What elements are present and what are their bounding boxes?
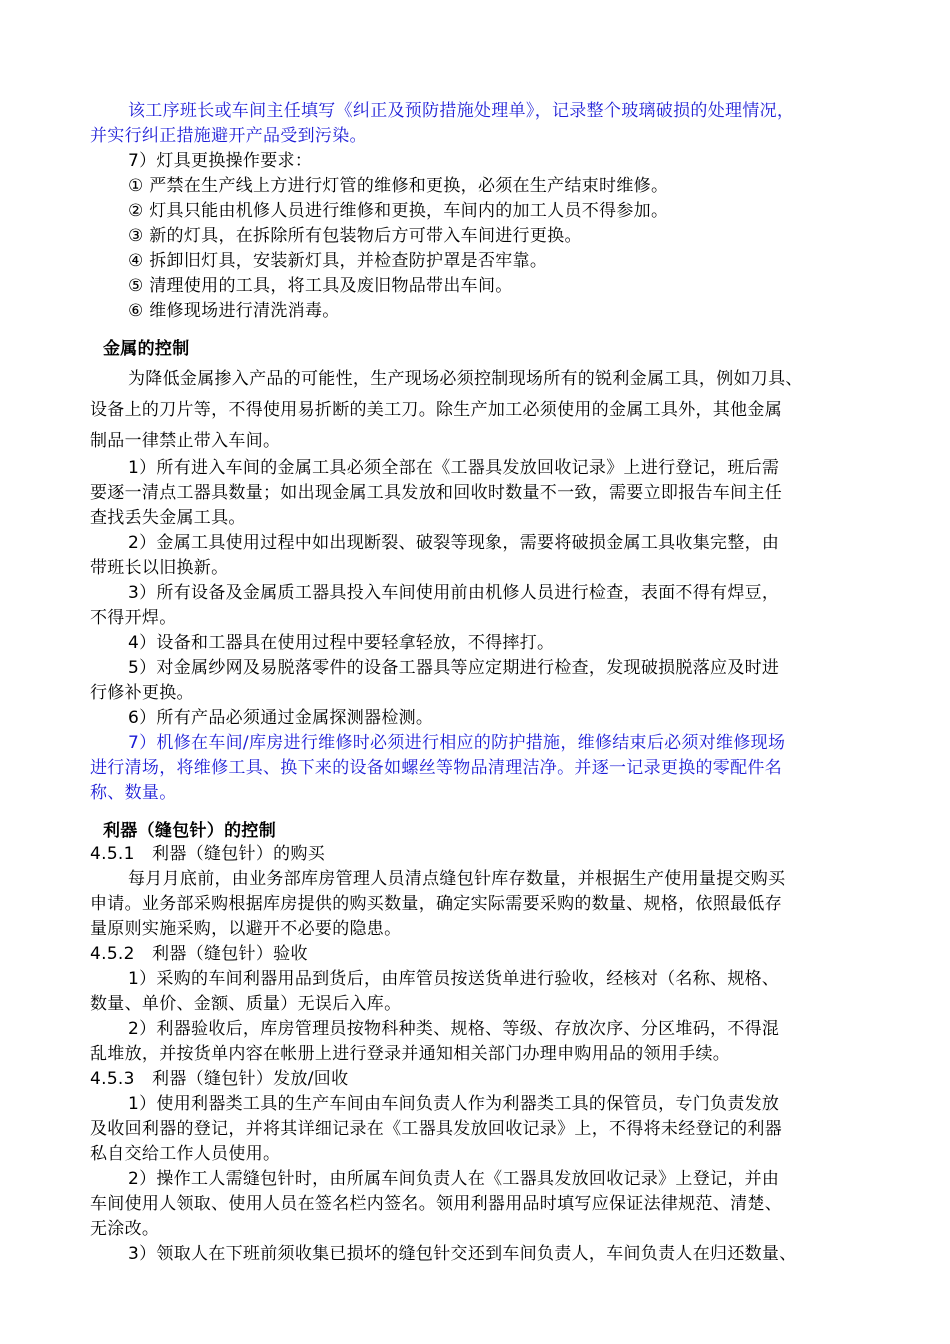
- lamp-rule-2: ② 灯具只能由机修人员进行维修和更换，车间内的加工人员不得参加。: [128, 201, 669, 221]
- acceptance-item-2-line-1: 2）利器验收后，库房管理员按物科种类、规格、等级、存放次序、分区堆码，不得混: [128, 1019, 780, 1039]
- issue-item-1-line-2: 及收回利器的登记，并将其详细记录在《工器具发放回收记录》上，不得将未经登记的利器: [90, 1119, 782, 1139]
- lamp-replacement-heading: 7）灯具更换操作要求：: [128, 151, 313, 171]
- metal-item-5-line-2: 行修补更换。: [90, 683, 194, 703]
- purchase-text-line-1: 每月月底前，由业务部库房管理人员清点缝包针库存数量，并根据生产使用量提交购买: [128, 869, 786, 889]
- section-4-5-1-title: 4.5.1 利器（缝包针）的购买: [90, 844, 326, 864]
- section-4-5-3-title: 4.5.3 利器（缝包针）发放/回收: [90, 1069, 349, 1089]
- metal-item-7-line-3: 称、数量。: [90, 783, 177, 803]
- acceptance-item-2-line-2: 乱堆放，并按货单内容在帐册上进行登录并通知相关部门办理申购用品的领用手续。: [90, 1044, 731, 1064]
- metal-intro-line-3: 制品一律禁止带入车间。: [90, 431, 281, 451]
- metal-item-3-line-1: 3）所有设备及金属质工器具投入车间使用前由机修人员进行检查，表面不得有焊豆，: [128, 583, 780, 603]
- purchase-text-line-3: 量原则实施采购，以避开不必要的隐患。: [90, 919, 402, 939]
- metal-item-6: 6）所有产品必须通过金属探测器检测。: [128, 708, 434, 728]
- metal-item-1-line-2: 要逐一清点工器具数量；如出现金属工具发放和回收时数量不一致，需要立即报告车间主任: [90, 483, 782, 503]
- metal-item-2-line-1: 2）金属工具使用过程中如出现断裂、破裂等现象，需要将破损金属工具收集完整，由: [128, 533, 780, 553]
- issue-item-3-line-1: 3）领取人在下班前须收集已损坏的缝包针交还到车间负责人，车间负责人在归还数量、: [128, 1244, 797, 1264]
- metal-item-2-line-2: 带班长以旧换新。: [90, 558, 229, 578]
- metal-item-5-line-1: 5）对金属纱网及易脱落零件的设备工器具等应定期进行检查，发现破损脱落应及时进: [128, 658, 780, 678]
- metal-control-heading: 金属的控制: [103, 339, 190, 359]
- metal-item-1-line-3: 查找丢失金属工具。: [90, 508, 246, 528]
- issue-item-1-line-1: 1）使用利器类工具的生产车间由车间负责人作为利器类工具的保管员，专门负责发放: [128, 1094, 780, 1114]
- lamp-rule-5: ⑤ 清理使用的工具，将工具及废旧物品带出车间。: [128, 276, 513, 296]
- metal-item-7-line-2: 进行清场，将维修工具、换下来的设备如螺丝等物品清理洁净。并逐一记录更换的零配件名: [90, 758, 782, 778]
- lamp-rule-3: ③ 新的灯具，在拆除所有包装物后方可带入车间进行更换。: [128, 226, 582, 246]
- metal-intro-line-1: 为降低金属掺入产品的可能性，生产现场必须控制现场所有的锐利金属工具，例如刀具、: [128, 369, 803, 389]
- issue-item-2-line-3: 无涂改。: [90, 1219, 160, 1239]
- issue-item-2-line-1: 2）操作工人需缝包针时，由所属车间负责人在《工器具发放回收记录》上登记，并由: [128, 1169, 780, 1189]
- lamp-rule-6: ⑥ 维修现场进行清洗消毒。: [128, 301, 340, 321]
- metal-intro-line-2: 设备上的刀片等，不得使用易折断的美工刀。除生产加工必须使用的金属工具外，其他金属: [90, 400, 782, 420]
- purchase-text-line-2: 申请。业务部采购根据库房提供的购买数量，确定实际需要采购的数量、规格，依照最低存: [90, 894, 782, 914]
- corrective-action-text-line-2: 并实行纠正措施避开产品受到污染。: [90, 126, 367, 146]
- issue-item-2-line-2: 车间使用人领取、使用人员在签名栏内签名。领用利器用品时填写应保证法律规范、清楚、: [90, 1194, 782, 1214]
- section-4-5-2-title: 4.5.2 利器（缝包针）验收: [90, 944, 308, 964]
- metal-item-1-line-1: 1）所有进入车间的金属工具必须全部在《工器具发放回收记录》上进行登记，班后需: [128, 458, 780, 478]
- acceptance-item-1-line-1: 1）采购的车间利器用品到货后，由库管员按送货单进行验收，经核对（名称、规格、: [128, 969, 780, 989]
- metal-item-4: 4）设备和工器具在使用过程中要轻拿轻放，不得摔打。: [128, 633, 555, 653]
- sharp-tools-heading: 利器（缝包针）的控制: [103, 821, 276, 841]
- corrective-action-text-line-1: 该工序班长或车间主任填写《纠正及预防措施处理单》，记录整个玻璃破损的处理情况，: [128, 101, 795, 121]
- acceptance-item-1-line-2: 数量、单价、金额、质量）无误后入库。: [90, 994, 402, 1014]
- issue-item-1-line-3: 私自交给工作人员使用。: [90, 1144, 281, 1164]
- metal-item-7-line-1: 7）机修在车间/库房进行维修时必须进行相应的防护措施，维修结束后必须对维修现场: [128, 733, 786, 753]
- lamp-rule-1: ① 严禁在生产线上方进行灯管的维修和更换，必须在生产结束时维修。: [128, 176, 669, 196]
- metal-item-3-line-2: 不得开焊。: [90, 608, 177, 628]
- lamp-rule-4: ④ 拆卸旧灯具，安装新灯具，并检查防护罩是否牢靠。: [128, 251, 548, 271]
